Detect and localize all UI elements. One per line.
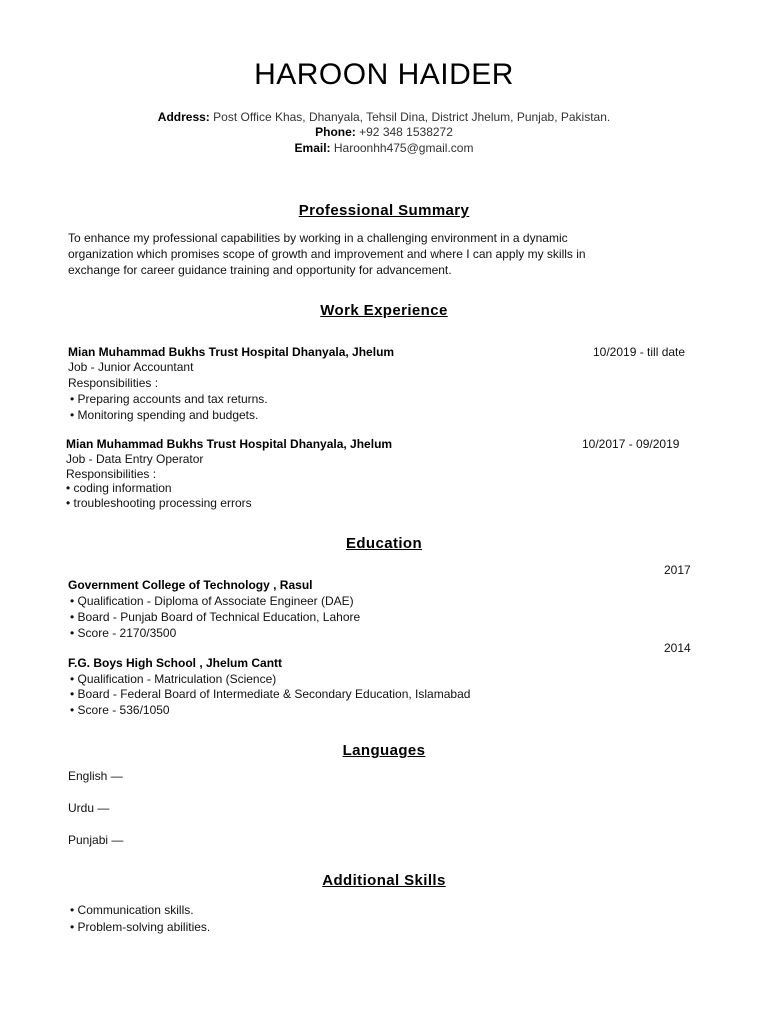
job-employer: Mian Muhammad Bukhs Trust Hospital Dhanyala, Jhelum bbox=[66, 437, 393, 451]
education-item: • Board - Federal Board of Intermediate & Secondary Education, Islamabad bbox=[70, 687, 471, 701]
education-item: • Score - 536/1050 bbox=[70, 703, 170, 717]
responsibility-item: • Monitoring spending and budgets. bbox=[70, 408, 259, 422]
skill-item: • Problem-solving abilities. bbox=[70, 920, 211, 934]
responsibility-item: • Preparing accounts and tax returns. bbox=[70, 392, 268, 406]
job-title: Job - Junior Accountant bbox=[68, 360, 194, 374]
skill-item: • Communication skills. bbox=[70, 903, 194, 917]
section-title-work: Work Experience bbox=[320, 302, 448, 319]
section-title-languages: Languages bbox=[342, 742, 426, 759]
job-dates: 10/2017 - 09/2019 bbox=[582, 437, 680, 451]
job-title: Job - Data Entry Operator bbox=[66, 452, 204, 466]
section-title-skills: Additional Skills bbox=[322, 872, 446, 889]
education-year: 2014 bbox=[664, 641, 691, 655]
email-line bbox=[0, 141, 768, 155]
responsibilities-label: Responsibilities : bbox=[66, 467, 157, 481]
education-item: • Qualification - Matriculation (Science) bbox=[70, 672, 277, 686]
education-school: Government College of Technology , Rasul bbox=[68, 578, 313, 592]
job-dates: 10/2019 - till date bbox=[593, 345, 686, 359]
email-label: Email: bbox=[294, 141, 331, 155]
phone-label: Phone: bbox=[315, 125, 356, 139]
language-item: Punjabi — bbox=[68, 833, 124, 847]
responsibility-item: • coding information bbox=[66, 481, 172, 495]
address-label: Address: bbox=[157, 110, 210, 124]
responsibilities-label: Responsibilities : bbox=[68, 376, 159, 390]
education-item: • Score - 2170/3500 bbox=[70, 626, 177, 640]
address-line bbox=[0, 110, 768, 124]
responsibility-item: • troubleshooting processing errors bbox=[66, 496, 252, 510]
phone-value: +92 348 1538272 bbox=[359, 125, 453, 139]
phone-line bbox=[0, 125, 768, 139]
section-title-education: Education bbox=[345, 535, 423, 552]
email-value: Haroonhh475@gmail.com bbox=[333, 141, 474, 155]
summary-text: To enhance my professional capabilities by working in a challenging environment in a dynamic organization which promises scope of growth and improvement and where I can apply my skills in exchange for career guidance training and opportunity for advancement. bbox=[68, 231, 586, 277]
education-year: 2017 bbox=[664, 563, 691, 577]
address-value: Post Office Khas, Dhanyala, Tehsil Dina, District Jhelum, Punjab, Pakistan. bbox=[213, 110, 611, 124]
language-item: English — bbox=[68, 769, 123, 783]
education-item: • Qualification - Diploma of Associate Engineer (DAE) bbox=[70, 594, 354, 608]
resume-name: HAROON HAIDER bbox=[254, 58, 514, 91]
section-title-summary: Professional Summary bbox=[298, 202, 470, 219]
job-employer: Mian Muhammad Bukhs Trust Hospital Dhanyala, Jhelum bbox=[68, 345, 395, 359]
language-item: Urdu — bbox=[68, 801, 110, 815]
education-school: F.G. Boys High School , Jhelum Cantt bbox=[68, 656, 283, 670]
education-item: • Board - Punjab Board of Technical Education, Lahore bbox=[70, 610, 361, 624]
